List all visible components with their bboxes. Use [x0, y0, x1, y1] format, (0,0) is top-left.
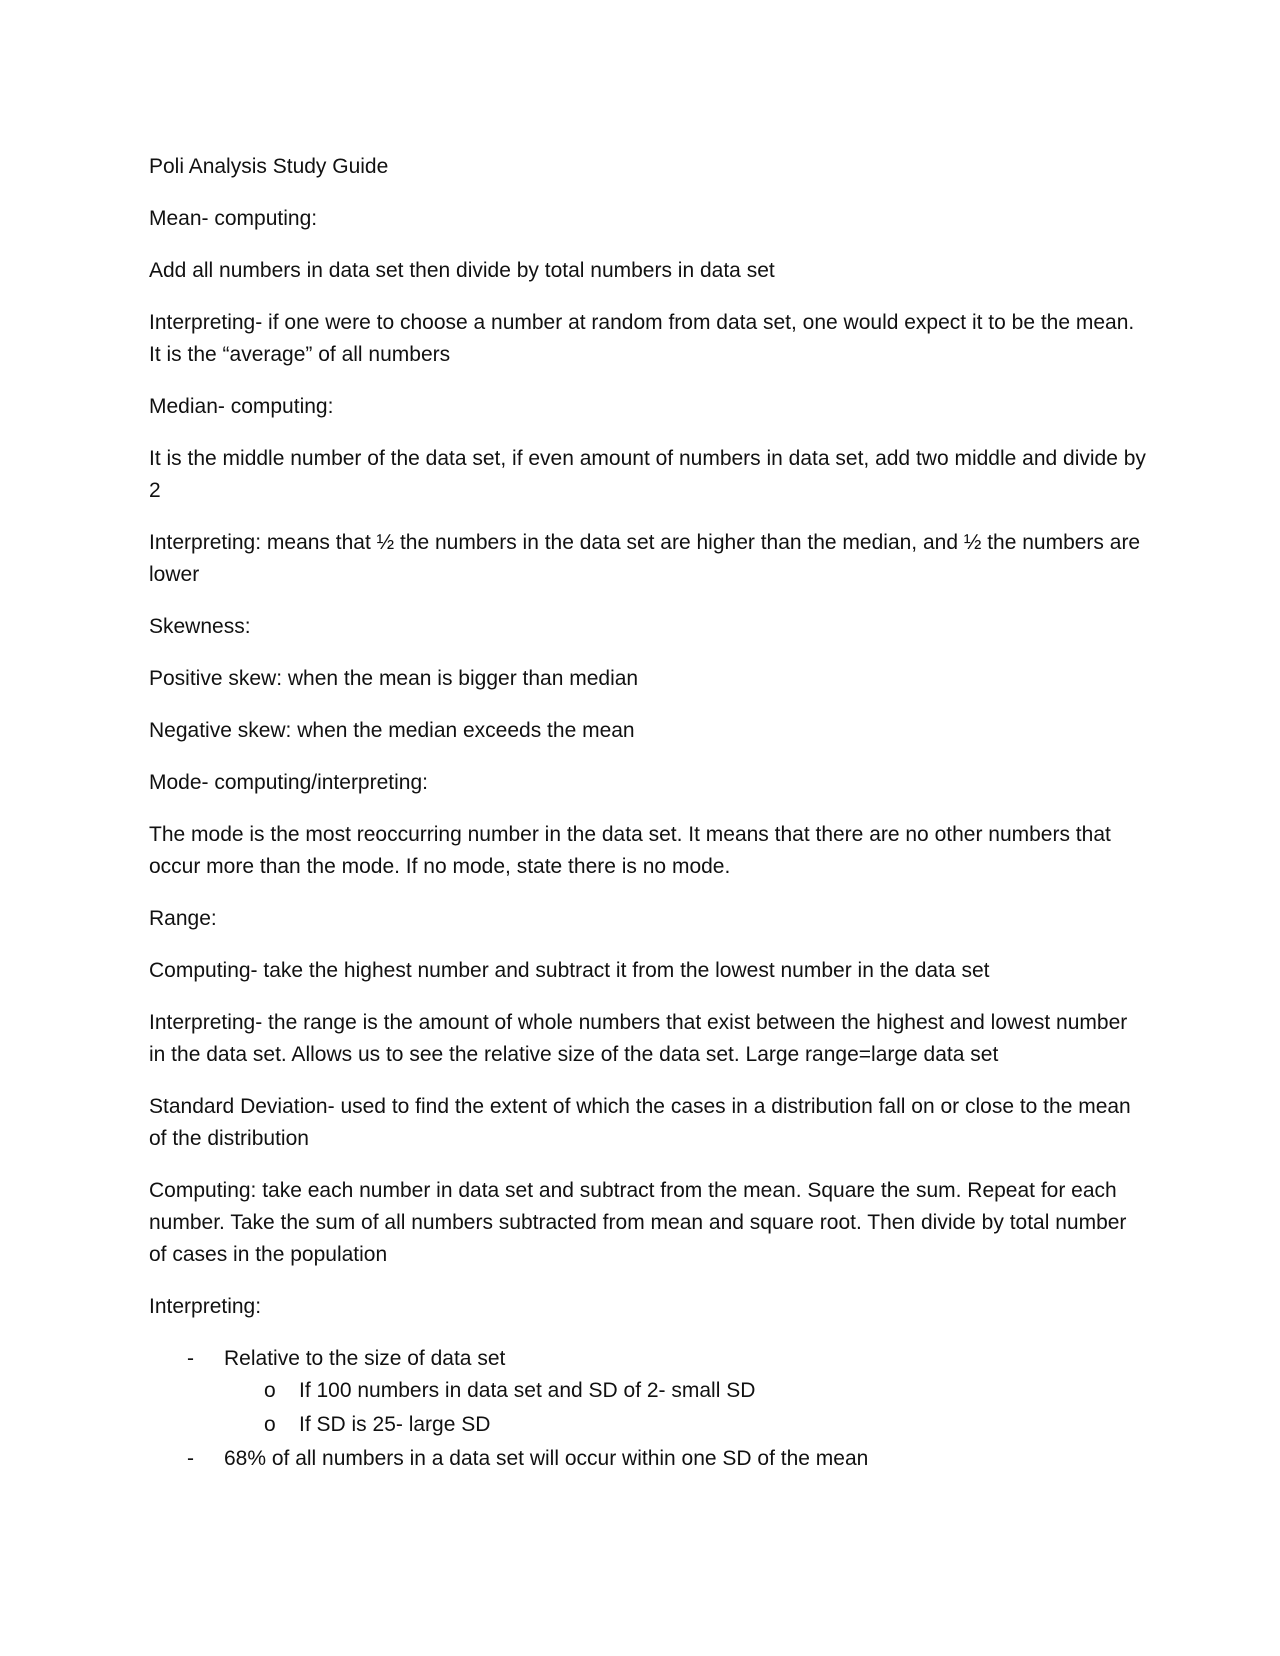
sub-list-item-text: If 100 numbers in data set and SD of 2- small SD: [299, 1379, 756, 1402]
circle-bullet-marker: o: [264, 1413, 276, 1436]
circle-bullet-marker: o: [264, 1379, 276, 1402]
dash-bullet-marker: -: [187, 1347, 194, 1370]
paragraph: Interpreting:: [149, 1295, 262, 1318]
paragraph: Interpreting: means that ½ the numbers in the data set are higher than the median, and ½ the numbers are lower: [149, 531, 1141, 586]
list-item: [149, 1443, 1149, 1475]
paragraph: It is the middle number of the data set, if even amount of numbers in data set, add two middle and divide by 2: [149, 447, 1146, 502]
paragraph: Positive skew: when the mean is bigger than median: [149, 667, 639, 690]
list-item: [149, 1343, 1149, 1441]
dash-bullet-marker: -: [187, 1447, 194, 1470]
sub-list-item: [224, 1375, 1149, 1407]
paragraph: Median- computing:: [149, 395, 334, 418]
document-page: [149, 151, 1149, 1475]
list-item-text: Relative to the size of data set: [224, 1347, 506, 1370]
bullet-list: [149, 1343, 1149, 1475]
paragraph: Negative skew: when the median exceeds the mean: [149, 719, 635, 742]
paragraph: Skewness:: [149, 615, 251, 638]
paragraph: Computing: take each number in data set and subtract from the mean. Square the sum. Repeat for each number. Take the sum of all numbers subtracted from mean and square root. Then divide by total number of cases in the population: [149, 1179, 1127, 1266]
paragraph: Mean- computing:: [149, 207, 318, 230]
paragraph: Range:: [149, 907, 217, 930]
document-title: Poli Analysis Study Guide: [149, 155, 389, 178]
sub-list-item-text: If SD is 25- large SD: [299, 1413, 491, 1436]
paragraph: Interpreting- the range is the amount of whole numbers that exist between the highest and lowest number in the data set. Allows us to see the relative size of the data set. Large range=large data set: [149, 1011, 1128, 1066]
list-item-text: 68% of all numbers in a data set will occur within one SD of the mean: [224, 1447, 869, 1470]
paragraph: Computing- take the highest number and subtract it from the lowest number in the data set: [149, 959, 990, 982]
sub-list-item: [224, 1409, 1149, 1441]
sub-bullet-list: [224, 1375, 1149, 1441]
paragraph: Mode- computing/interpreting:: [149, 771, 428, 794]
paragraph: Standard Deviation- used to find the extent of which the cases in a distribution fall on or close to the mean of the distribution: [149, 1095, 1131, 1150]
paragraph: The mode is the most reoccurring number in the data set. It means that there are no other numbers that occur more than the mode. If no mode, state there is no mode.: [149, 823, 1111, 878]
paragraph: Add all numbers in data set then divide by total numbers in data set: [149, 259, 775, 282]
paragraph: Interpreting- if one were to choose a number at random from data set, one would expect it to be the mean. It is the “average” of all numbers: [149, 311, 1135, 366]
